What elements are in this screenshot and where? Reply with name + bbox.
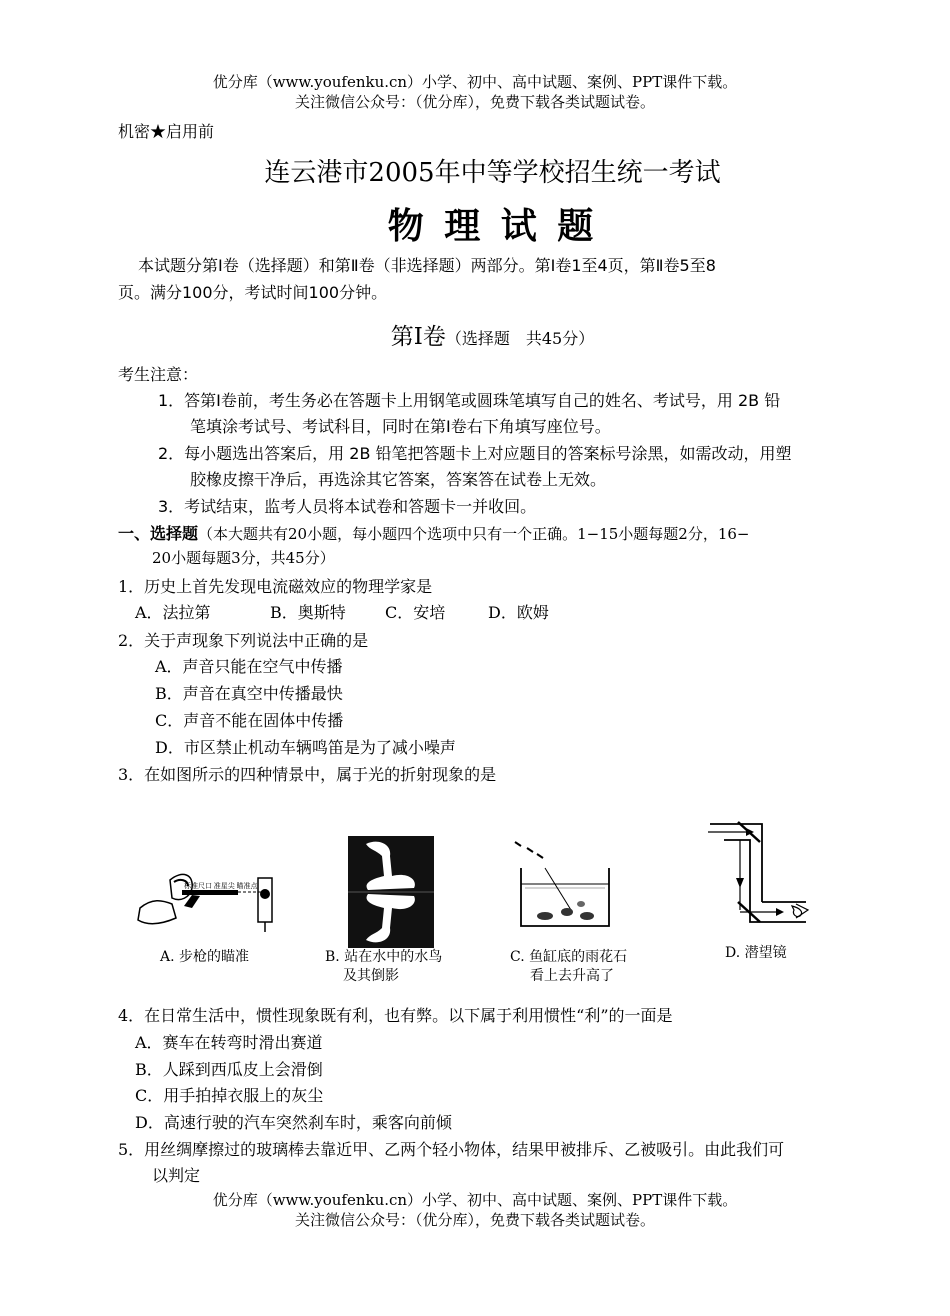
q2-option-c: C．声音不能在固体中传播 — [155, 711, 344, 730]
q4-stem: 4．在日常生活中，惯性现象既有利，也有弊。以下属于利用惯性“利”的一面是 — [118, 1006, 673, 1025]
q2-option-d: D．市区禁止机动车辆鸣笛是为了减小噪声 — [155, 738, 456, 757]
q1-option-b: B．奥斯特 — [270, 603, 346, 622]
figure-d-periscope — [700, 818, 815, 930]
footer-line-1: 优分库（www.youfenku.cn）小学、初中、高中试题、案例、PPT课件下载。 — [212, 1191, 738, 1209]
part1-desc-line-1: （本大题共有20小题，每小题四个选项中只有一个正确。1−15小题每题2分，16− — [198, 525, 750, 543]
notice-item-1-line-2: 笔填涂考试号、考试科目，同时在第Ⅰ卷右下角填写座位号。 — [190, 417, 611, 436]
section-title-main: 第Ⅰ卷 — [390, 324, 446, 350]
q2-option-b: B．声音在真空中传播最快 — [155, 684, 343, 703]
notice-item-3: 3．考试结束，监考人员将本试卷和答题卡一并收回。 — [158, 497, 537, 516]
q1-option-a: A．法拉第 — [135, 603, 211, 622]
part1-label: 一、选择题 — [118, 524, 199, 543]
q2-stem: 2．关于声现象下列说法中正确的是 — [118, 631, 369, 650]
section-title-sub: （选择题 共45分） — [445, 329, 595, 348]
intro-line-1: 本试题分第Ⅰ卷（选择题）和第Ⅱ卷（非选择题）两部分。第Ⅰ卷1至4页，第Ⅱ卷5至8 — [138, 256, 716, 275]
notice-item-2-line-2: 胶橡皮擦干净后，再选涂其它答案，答案答在试卷上无效。 — [190, 470, 607, 489]
part1-desc-line-2: 20小题每题3分，共45分） — [152, 549, 335, 567]
secret-mark: 机密★启用前 — [118, 122, 215, 141]
q1-option-c: C．安培 — [385, 603, 446, 622]
intro-line-2: 页。满分100分，考试时间100分钟。 — [118, 283, 388, 302]
figure-c-caption-line-2: 看上去升高了 — [530, 968, 614, 984]
part1-heading — [118, 521, 750, 544]
figure-a-label: 标准尺口 准星尖 瞄准点 — [184, 882, 258, 890]
q4-option-c: C．用手拍掉衣服上的灰尘 — [135, 1086, 324, 1105]
q1-stem: 1．历史上首先发现电流磁效应的物理学家是 — [118, 577, 433, 596]
figure-b-caption-line-1: B. 站在水中的水鸟 — [325, 949, 443, 965]
q1-option-d: D．欧姆 — [488, 603, 549, 622]
figure-d-caption: D. 潜望镜 — [725, 945, 787, 961]
exam-title: 连云港市2005年中等学校招生统一考试 — [264, 158, 721, 188]
figure-b-caption-line-2: 及其倒影 — [343, 968, 399, 984]
q4-option-b: B．人踩到西瓜皮上会滑倒 — [135, 1060, 323, 1079]
figure-a-rifle-aiming — [132, 858, 292, 938]
footer-line-2: 关注微信公众号：（优分库），免费下载各类试题试卷。 — [294, 1211, 655, 1229]
q4-option-d: D．高速行驶的汽车突然刹车时，乘客向前倾 — [135, 1113, 452, 1132]
notice-item-1-line-1: 1．答第Ⅰ卷前，考生务必在答题卡上用钢笔或圆珠笔填写自己的姓名、考试号，用 2B 铅 — [158, 391, 781, 410]
figure-c-fish-tank — [505, 838, 615, 938]
q4-option-a: A．赛车在转弯时滑出赛道 — [135, 1033, 323, 1052]
figure-a-caption: A. 步枪的瞄准 — [160, 949, 250, 965]
header-line-2: 关注微信公众号：（优分库），免费下载各类试题试卷。 — [294, 93, 655, 111]
section-title — [0, 318, 950, 351]
notice-item-2-line-1: 2．每小题选出答案后，用 2B 铅笔把答题卡上对应题目的答案标号涂黑，如需改动，用塑 — [158, 444, 792, 463]
figure-b-bird-reflection — [348, 836, 434, 948]
q5-stem-line-1: 5．用丝绸摩擦过的玻璃棒去靠近甲、乙两个轻小物体，结果甲被排斥、乙被吸引。由此我们可 — [118, 1140, 785, 1159]
subject-title: 物 理 试 题 — [387, 206, 598, 247]
q5-stem-line-2: 以判定 — [152, 1166, 201, 1185]
figure-c-caption-line-1: C. 鱼缸底的雨花石 — [510, 949, 628, 965]
header-line-1: 优分库（www.youfenku.cn）小学、初中、高中试题、案例、PPT课件下载。 — [212, 73, 738, 91]
q2-option-a: A．声音只能在空气中传播 — [155, 657, 343, 676]
q3-stem: 3．在如图所示的四种情景中，属于光的折射现象的是 — [118, 765, 497, 784]
notice-heading: 考生注意： — [118, 365, 199, 384]
